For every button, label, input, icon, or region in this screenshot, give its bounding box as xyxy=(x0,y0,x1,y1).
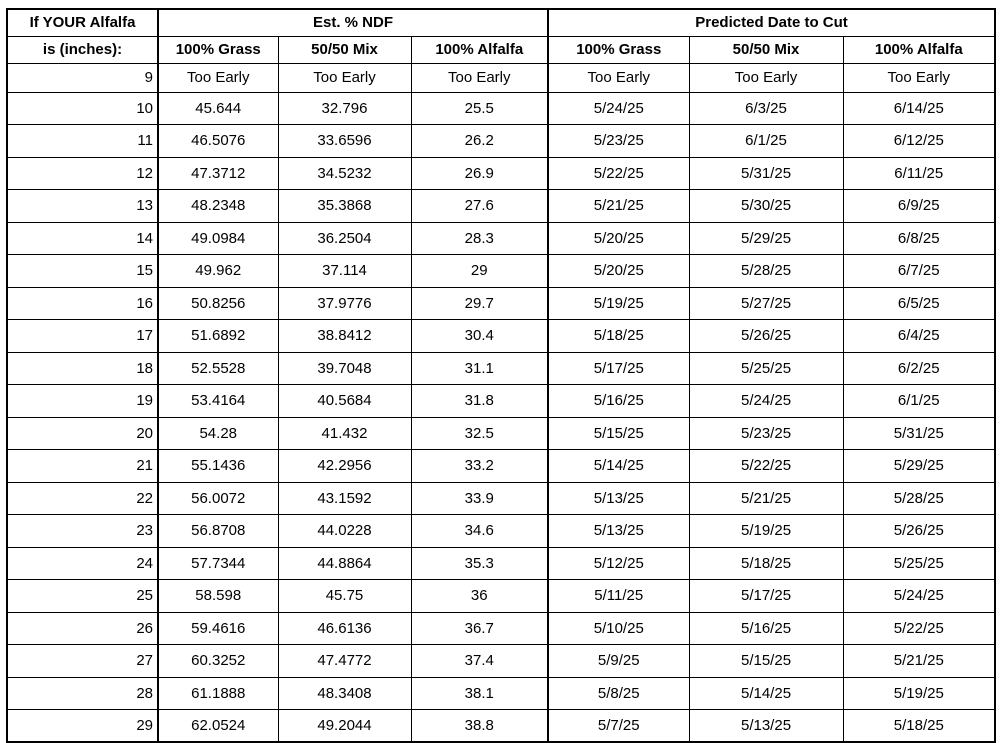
table-row xyxy=(7,190,995,223)
date-group-header: Predicted Date to Cut xyxy=(548,9,995,36)
row-height-cell: 13 xyxy=(7,190,158,223)
table-row xyxy=(7,450,995,483)
date-grass-cell: 5/19/25 xyxy=(548,287,689,320)
table-row xyxy=(7,417,995,450)
ndf-alfalfa-cell: 26.2 xyxy=(411,125,548,158)
date-alfalfa-cell: 6/5/25 xyxy=(843,287,995,320)
date-mix-cell: 5/15/25 xyxy=(689,645,843,678)
ndf-grass-header: 100% Grass xyxy=(158,36,278,63)
ndf-mix-cell: 36.2504 xyxy=(278,222,411,255)
row-height-cell: 23 xyxy=(7,515,158,548)
ndf-grass-cell: 56.8708 xyxy=(158,515,278,548)
date-mix-cell: 6/3/25 xyxy=(689,92,843,125)
ndf-grass-cell: 47.3712 xyxy=(158,157,278,190)
ndf-alfalfa-cell: 31.1 xyxy=(411,352,548,385)
date-mix-cell: 5/17/25 xyxy=(689,580,843,613)
table-row xyxy=(7,92,995,125)
table-row xyxy=(7,645,995,678)
alfalfa-cutting-table xyxy=(6,8,996,743)
ndf-grass-cell: 45.644 xyxy=(158,92,278,125)
row-height-cell: 15 xyxy=(7,255,158,288)
ndf-alfalfa-cell: 25.5 xyxy=(411,92,548,125)
date-mix-cell: 5/14/25 xyxy=(689,677,843,710)
date-grass-cell: 5/11/25 xyxy=(548,580,689,613)
ndf-mix-cell: 42.2956 xyxy=(278,450,411,483)
row-height-cell: 10 xyxy=(7,92,158,125)
table-row xyxy=(7,125,995,158)
ndf-alfalfa-cell: 29 xyxy=(411,255,548,288)
ndf-mix-cell: 35.3868 xyxy=(278,190,411,223)
ndf-alfalfa-cell: 26.9 xyxy=(411,157,548,190)
date-mix-cell: 5/31/25 xyxy=(689,157,843,190)
ndf-grass-cell: 46.5076 xyxy=(158,125,278,158)
ndf-grass-cell: 57.7344 xyxy=(158,547,278,580)
ndf-mix-cell: 33.6596 xyxy=(278,125,411,158)
ndf-mix-cell: 39.7048 xyxy=(278,352,411,385)
height-header-line2: is (inches): xyxy=(7,36,158,63)
date-grass-cell: Too Early xyxy=(548,63,689,92)
date-alfalfa-cell: 5/24/25 xyxy=(843,580,995,613)
date-alfalfa-cell: 6/9/25 xyxy=(843,190,995,223)
row-height-cell: 22 xyxy=(7,482,158,515)
ndf-grass-cell: 49.0984 xyxy=(158,222,278,255)
ndf-alfalfa-cell: 29.7 xyxy=(411,287,548,320)
date-grass-cell: 5/13/25 xyxy=(548,482,689,515)
date-alfalfa-cell: 6/2/25 xyxy=(843,352,995,385)
ndf-mix-header: 50/50 Mix xyxy=(278,36,411,63)
date-mix-cell: 5/24/25 xyxy=(689,385,843,418)
table-row xyxy=(7,547,995,580)
date-grass-cell: 5/10/25 xyxy=(548,612,689,645)
ndf-grass-cell: 50.8256 xyxy=(158,287,278,320)
ndf-mix-cell: 46.6136 xyxy=(278,612,411,645)
date-grass-cell: 5/12/25 xyxy=(548,547,689,580)
date-grass-cell: 5/7/25 xyxy=(548,710,689,743)
row-height-cell: 14 xyxy=(7,222,158,255)
date-grass-cell: 5/13/25 xyxy=(548,515,689,548)
ndf-group-header: Est. % NDF xyxy=(158,9,548,36)
row-height-cell: 21 xyxy=(7,450,158,483)
table-row xyxy=(7,287,995,320)
date-alfalfa-cell: 5/18/25 xyxy=(843,710,995,743)
row-height-cell: 9 xyxy=(7,63,158,92)
ndf-alfalfa-cell: 30.4 xyxy=(411,320,548,353)
ndf-alfalfa-cell: 31.8 xyxy=(411,385,548,418)
table-row xyxy=(7,482,995,515)
header-row-2 xyxy=(7,36,995,63)
ndf-grass-cell: 51.6892 xyxy=(158,320,278,353)
date-mix-cell: Too Early xyxy=(689,63,843,92)
row-height-cell: 26 xyxy=(7,612,158,645)
ndf-alfalfa-cell: 33.9 xyxy=(411,482,548,515)
row-height-cell: 16 xyxy=(7,287,158,320)
header-row-1 xyxy=(7,9,995,36)
ndf-mix-cell: 38.8412 xyxy=(278,320,411,353)
ndf-grass-cell: 52.5528 xyxy=(158,352,278,385)
date-alfalfa-cell: 6/7/25 xyxy=(843,255,995,288)
date-grass-cell: 5/17/25 xyxy=(548,352,689,385)
table-row xyxy=(7,255,995,288)
date-alfalfa-cell: 5/28/25 xyxy=(843,482,995,515)
date-grass-cell: 5/9/25 xyxy=(548,645,689,678)
date-grass-header: 100% Grass xyxy=(548,36,689,63)
ndf-mix-cell: 43.1592 xyxy=(278,482,411,515)
ndf-grass-cell: 55.1436 xyxy=(158,450,278,483)
date-alfalfa-cell: Too Early xyxy=(843,63,995,92)
date-grass-cell: 5/20/25 xyxy=(548,255,689,288)
ndf-mix-cell: 45.75 xyxy=(278,580,411,613)
ndf-grass-cell: 48.2348 xyxy=(158,190,278,223)
ndf-mix-cell: 48.3408 xyxy=(278,677,411,710)
ndf-mix-cell: Too Early xyxy=(278,63,411,92)
table-row xyxy=(7,515,995,548)
date-grass-cell: 5/15/25 xyxy=(548,417,689,450)
date-mix-header: 50/50 Mix xyxy=(689,36,843,63)
date-mix-cell: 5/18/25 xyxy=(689,547,843,580)
row-height-cell: 28 xyxy=(7,677,158,710)
ndf-mix-cell: 49.2044 xyxy=(278,710,411,743)
date-alfalfa-cell: 5/22/25 xyxy=(843,612,995,645)
date-grass-cell: 5/16/25 xyxy=(548,385,689,418)
date-alfalfa-header: 100% Alfalfa xyxy=(843,36,995,63)
date-mix-cell: 5/16/25 xyxy=(689,612,843,645)
ndf-grass-cell: 53.4164 xyxy=(158,385,278,418)
ndf-grass-cell: 59.4616 xyxy=(158,612,278,645)
ndf-alfalfa-cell: 37.4 xyxy=(411,645,548,678)
table-row xyxy=(7,63,995,92)
date-grass-cell: 5/20/25 xyxy=(548,222,689,255)
ndf-mix-cell: 37.9776 xyxy=(278,287,411,320)
table-row xyxy=(7,385,995,418)
date-alfalfa-cell: 6/12/25 xyxy=(843,125,995,158)
date-mix-cell: 5/27/25 xyxy=(689,287,843,320)
date-mix-cell: 5/21/25 xyxy=(689,482,843,515)
date-mix-cell: 5/28/25 xyxy=(689,255,843,288)
row-height-cell: 24 xyxy=(7,547,158,580)
date-grass-cell: 5/21/25 xyxy=(548,190,689,223)
date-alfalfa-cell: 6/8/25 xyxy=(843,222,995,255)
ndf-alfalfa-cell: 35.3 xyxy=(411,547,548,580)
date-mix-cell: 5/22/25 xyxy=(689,450,843,483)
date-mix-cell: 5/19/25 xyxy=(689,515,843,548)
row-height-cell: 18 xyxy=(7,352,158,385)
ndf-mix-cell: 47.4772 xyxy=(278,645,411,678)
table-row xyxy=(7,677,995,710)
ndf-alfalfa-cell: 38.1 xyxy=(411,677,548,710)
date-mix-cell: 5/30/25 xyxy=(689,190,843,223)
ndf-mix-cell: 41.432 xyxy=(278,417,411,450)
ndf-mix-cell: 37.114 xyxy=(278,255,411,288)
row-height-cell: 27 xyxy=(7,645,158,678)
row-height-cell: 29 xyxy=(7,710,158,743)
ndf-grass-cell: 58.598 xyxy=(158,580,278,613)
row-height-cell: 12 xyxy=(7,157,158,190)
date-alfalfa-cell: 6/14/25 xyxy=(843,92,995,125)
date-alfalfa-cell: 5/26/25 xyxy=(843,515,995,548)
row-height-cell: 25 xyxy=(7,580,158,613)
ndf-alfalfa-cell: 32.5 xyxy=(411,417,548,450)
table-row xyxy=(7,710,995,743)
ndf-mix-cell: 32.796 xyxy=(278,92,411,125)
date-grass-cell: 5/18/25 xyxy=(548,320,689,353)
ndf-mix-cell: 44.8864 xyxy=(278,547,411,580)
row-height-cell: 11 xyxy=(7,125,158,158)
ndf-alfalfa-cell: 34.6 xyxy=(411,515,548,548)
date-grass-cell: 5/22/25 xyxy=(548,157,689,190)
table-row xyxy=(7,352,995,385)
date-mix-cell: 5/25/25 xyxy=(689,352,843,385)
ndf-grass-cell: 54.28 xyxy=(158,417,278,450)
ndf-grass-cell: 60.3252 xyxy=(158,645,278,678)
date-grass-cell: 5/14/25 xyxy=(548,450,689,483)
table-row xyxy=(7,612,995,645)
ndf-alfalfa-header: 100% Alfalfa xyxy=(411,36,548,63)
ndf-grass-cell: 49.962 xyxy=(158,255,278,288)
date-alfalfa-cell: 6/11/25 xyxy=(843,157,995,190)
date-mix-cell: 5/13/25 xyxy=(689,710,843,743)
ndf-grass-cell: Too Early xyxy=(158,63,278,92)
ndf-mix-cell: 44.0228 xyxy=(278,515,411,548)
date-alfalfa-cell: 6/1/25 xyxy=(843,385,995,418)
ndf-grass-cell: 62.0524 xyxy=(158,710,278,743)
ndf-alfalfa-cell: 27.6 xyxy=(411,190,548,223)
ndf-mix-cell: 34.5232 xyxy=(278,157,411,190)
table-row xyxy=(7,320,995,353)
date-alfalfa-cell: 6/4/25 xyxy=(843,320,995,353)
table-row xyxy=(7,157,995,190)
ndf-alfalfa-cell: 38.8 xyxy=(411,710,548,743)
row-height-cell: 17 xyxy=(7,320,158,353)
date-grass-cell: 5/23/25 xyxy=(548,125,689,158)
date-mix-cell: 6/1/25 xyxy=(689,125,843,158)
table-row xyxy=(7,222,995,255)
ndf-alfalfa-cell: 33.2 xyxy=(411,450,548,483)
row-height-cell: 19 xyxy=(7,385,158,418)
date-alfalfa-cell: 5/25/25 xyxy=(843,547,995,580)
ndf-alfalfa-cell: 36.7 xyxy=(411,612,548,645)
date-grass-cell: 5/24/25 xyxy=(548,92,689,125)
ndf-alfalfa-cell: 36 xyxy=(411,580,548,613)
date-mix-cell: 5/29/25 xyxy=(689,222,843,255)
date-mix-cell: 5/26/25 xyxy=(689,320,843,353)
date-alfalfa-cell: 5/29/25 xyxy=(843,450,995,483)
height-header-line1: If YOUR Alfalfa xyxy=(7,9,158,36)
ndf-alfalfa-cell: 28.3 xyxy=(411,222,548,255)
row-height-cell: 20 xyxy=(7,417,158,450)
ndf-grass-cell: 61.1888 xyxy=(158,677,278,710)
ndf-grass-cell: 56.0072 xyxy=(158,482,278,515)
date-alfalfa-cell: 5/19/25 xyxy=(843,677,995,710)
ndf-mix-cell: 40.5684 xyxy=(278,385,411,418)
table-row xyxy=(7,580,995,613)
date-alfalfa-cell: 5/31/25 xyxy=(843,417,995,450)
date-grass-cell: 5/8/25 xyxy=(548,677,689,710)
date-mix-cell: 5/23/25 xyxy=(689,417,843,450)
ndf-alfalfa-cell: Too Early xyxy=(411,63,548,92)
date-alfalfa-cell: 5/21/25 xyxy=(843,645,995,678)
